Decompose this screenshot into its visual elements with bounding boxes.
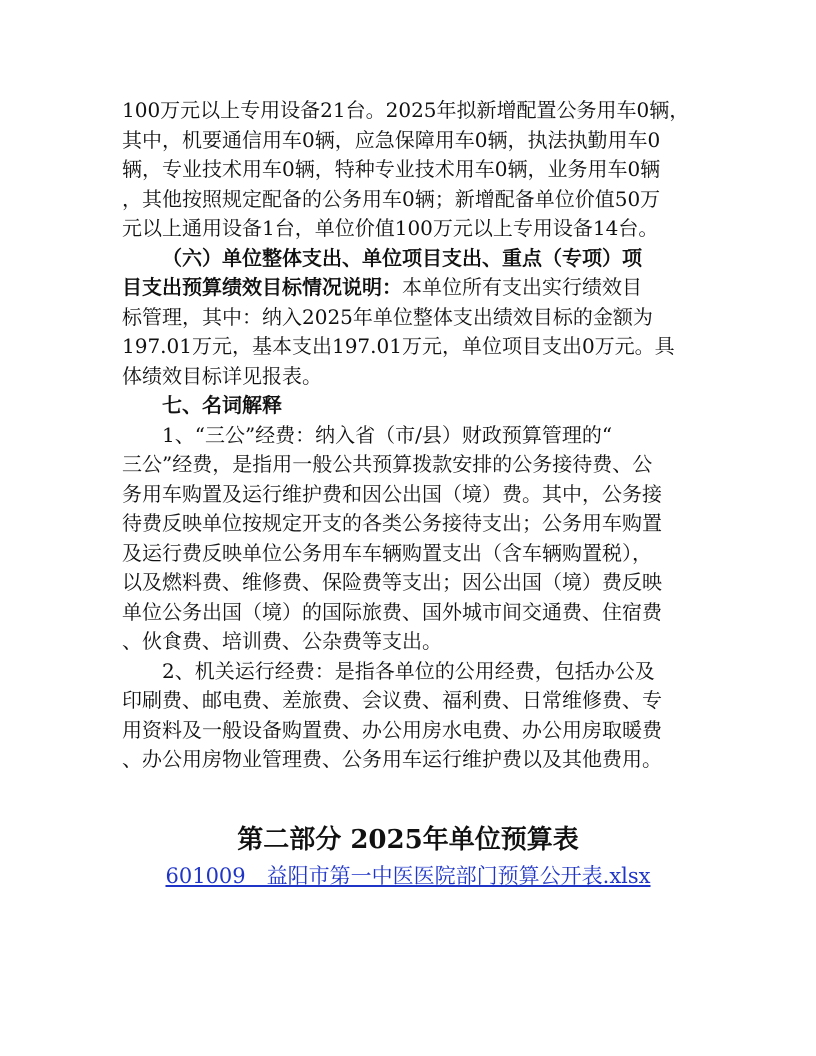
term-2-line-2: 印刷费、邮电费、差旅费、会议费、福利费、日常维修费、专 [122,688,662,712]
budget-table-link-row [0,860,816,892]
section-6-line-4: 197.01万元，基本支出197.01万元，单位项目支出0万元。具 [122,334,675,358]
section-6-heading-cont: 目支出预算绩效目标情况说明： [122,275,402,299]
term-1-line-7: 单位公务出国（境）的国际旅费、国外城市间交通费、住宿费 [122,599,662,624]
section-6-text: 本单位所有支出实行绩效目 [402,275,642,299]
section-6-line-5: 体绩效目标详见报表。 [122,363,322,388]
term-2-line-4: 、办公用房物业管理费、公务用车运行维护费以及其他费用。 [122,747,662,771]
body-line-3: 辆，专业技术用车0辆，特种专业技术用车0辆，业务用车0辆 [122,157,661,181]
term-1-line-1: 1、“三公”经费：纳入省（市/县）财政预算管理的“ [162,422,613,447]
body-line-5: 元以上通用设备1台，单位价值100万元以上专用设备14台。 [122,216,659,240]
body-line-1: 100万元以上专用设备21台。2025年拟新增配置公务用车0辆， [122,98,690,122]
term-1-line-2: 三公”经费，是指用一般公共预算拨款安排的公务接待费、公 [122,452,653,476]
term-1-line-5: 及运行费反映单位公务用车车辆购置支出（含车辆购置税）， [122,540,652,565]
section-6-line-3: 标管理，其中：纳入2025年单位整体支出绩效目标的金额为 [122,304,653,329]
document-body [122,96,698,775]
body-line-4: ，其他按照规定配备的公务用车0辆；新增配备单位价值50万 [122,186,661,211]
term-1-line-6: 以及燃料费、维修费、保险费等支出；因公出国（境）费反映 [122,570,662,594]
term-1-line-8: 、伙食费、培训费、公杂费等支出。 [122,629,442,653]
section-6-heading: （六）单位整体支出、单位项目支出、重点（专项）项 [162,245,642,270]
term-2-line-3: 用资料及一般设备购置费、办公用房水电费、办公用房取暖费 [122,717,662,742]
section-6-line-2 [122,273,698,303]
body-line-2: 其中，机要通信用车0辆，应急保障用车0辆，执法执勤用车0 [122,127,661,152]
term-1-line-3: 务用车购置及运行维护费和因公出国（境）费。其中，公务接 [122,481,662,506]
section-7-heading: 七、名词解释 [162,393,282,417]
term-1-line-4: 待费反映单位按规定开支的各类公务接待支出；公务用车购置 [122,511,662,535]
budget-table-file-link[interactable]: 601009 益阳市第一中医医院部门预算公开表.xlsx [165,864,651,888]
part-2-title: 第二部分 2025年单位预算表 [237,825,579,855]
term-2-line-1: 2、机关运行经费：是指各单位的公用经费，包括办公及 [162,658,655,683]
